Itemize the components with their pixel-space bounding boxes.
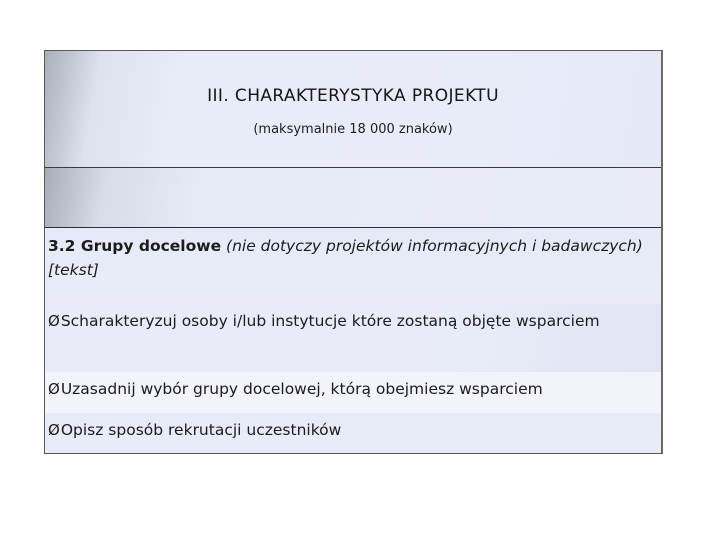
- bullet-row: [45, 413, 661, 453]
- bullet-text: Uzasadnij wybór grupy docelowej, którą obejmiesz wsparciem: [60, 380, 543, 398]
- bullet-item: [48, 377, 648, 401]
- empty-cell: [45, 168, 661, 228]
- section-heading-cell: [45, 228, 661, 304]
- character-limit-note: (maksymalnie 18 000 znaków): [253, 122, 453, 137]
- form-table: [44, 50, 663, 454]
- section-heading-bold: 3.2 Grupy docelowe: [48, 237, 222, 255]
- arrow-bullet-icon: Ø: [48, 380, 60, 398]
- bullet-row: [45, 304, 661, 372]
- section-heading: [48, 234, 648, 282]
- arrow-bullet-icon: Ø: [48, 421, 60, 439]
- bullet-item: [48, 309, 648, 333]
- section-heading-italic: (nie dotyczy projektów informacyjnych i badawczych) [tekst]: [48, 237, 643, 279]
- bullet-item: [48, 418, 648, 442]
- page-title: III. CHARAKTERYSTYKA PROJEKTU: [207, 86, 499, 106]
- bullet-text: Scharakteryzuj osoby i/lub instytucje które zostaną objęte wsparciem: [60, 312, 600, 330]
- bullet-row: [45, 372, 661, 413]
- arrow-bullet-icon: Ø: [48, 312, 60, 330]
- header-cell: [45, 51, 661, 168]
- bullet-text: Opisz sposób rekrutacji uczestników: [60, 421, 342, 439]
